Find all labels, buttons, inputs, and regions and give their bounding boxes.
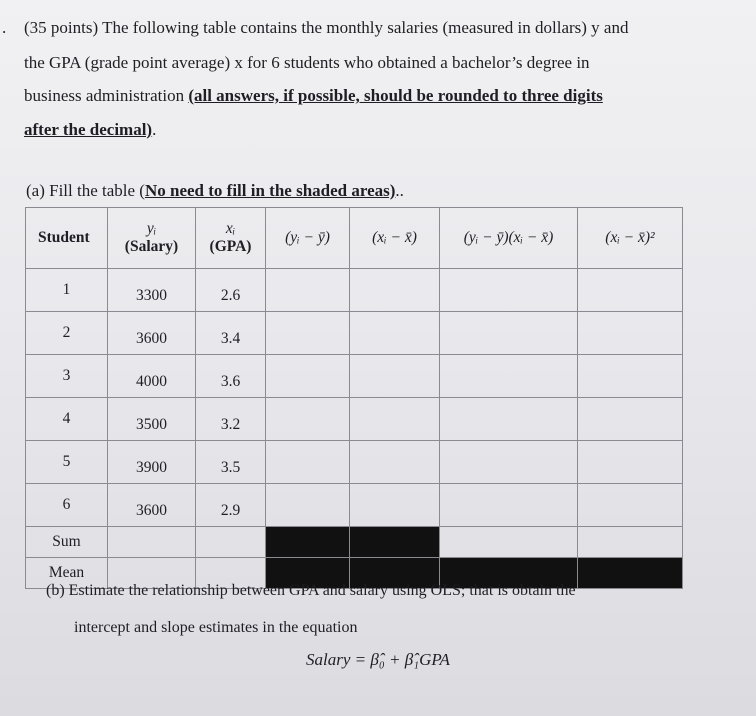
problem-line-3 — [24, 86, 603, 106]
salary-cell: 3900 — [108, 441, 196, 484]
cross-product-cell[interactable] — [440, 441, 578, 484]
header-y-symbol: yᵢ — [146, 220, 157, 237]
dev-x-squared-cell[interactable] — [578, 441, 683, 484]
problem-line-1 — [24, 18, 628, 38]
table-row — [26, 269, 683, 312]
sum-salary-cell[interactable] — [108, 527, 196, 558]
part-b-line-1: (b) Estimate the relationship between GPA and salary using OLS; that is obtain the — [46, 582, 576, 599]
sum-cross-product-cell[interactable] — [440, 527, 578, 558]
problem-intro-1: The following table contains the monthly salaries (measured in dollars) y and — [102, 18, 629, 37]
dev-x-squared-cell[interactable] — [578, 312, 683, 355]
cross-product-cell[interactable] — [440, 484, 578, 527]
salary-cell: 4000 — [108, 355, 196, 398]
student-number: 5 — [26, 441, 108, 484]
shaded-cell — [350, 527, 440, 558]
salary-cell: 3500 — [108, 398, 196, 441]
dev-x-cell[interactable] — [350, 355, 440, 398]
dev-x-squared-cell[interactable] — [578, 269, 683, 312]
table-row — [26, 398, 683, 441]
table-header-row — [26, 208, 683, 269]
dev-y-cell[interactable] — [266, 484, 350, 527]
salary-cell: 3600 — [108, 484, 196, 527]
dev-x-squared-cell[interactable] — [578, 484, 683, 527]
sum-label: Sum — [26, 527, 108, 558]
problem-points: (35 points) — [24, 18, 99, 37]
part-a-instruction — [26, 181, 404, 201]
ols-equation: Salary = β̂₀ + β̂₁GPA — [306, 650, 450, 669]
dev-y-cell[interactable] — [266, 441, 350, 484]
header-y-label: (Salary) — [124, 238, 179, 255]
dev-x-squared-cell[interactable] — [578, 355, 683, 398]
gpa-cell: 2.9 — [196, 484, 266, 527]
header-dev-x-squared: (xᵢ − x̄)² — [578, 208, 683, 269]
shaded-cell — [578, 558, 683, 589]
problem-line-4-period: . — [152, 120, 157, 139]
cross-product-cell[interactable] — [440, 269, 578, 312]
data-table — [25, 207, 683, 589]
dev-y-cell[interactable] — [266, 312, 350, 355]
problem-marker: . — [2, 18, 7, 37]
dev-y-cell[interactable] — [266, 398, 350, 441]
dev-x-squared-cell[interactable] — [578, 398, 683, 441]
sum-gpa-cell[interactable] — [196, 527, 266, 558]
salary-cell: 3600 — [108, 312, 196, 355]
sum-dev-x-squared-cell[interactable] — [578, 527, 683, 558]
part-a-suffix: .. — [395, 181, 404, 200]
student-number: 2 — [26, 312, 108, 355]
table-row — [26, 312, 683, 355]
header-gpa — [196, 208, 266, 269]
dev-y-cell[interactable] — [266, 269, 350, 312]
part-b-line-2: intercept and slope estimates in the equation — [74, 619, 358, 636]
mean-label: Mean — [26, 558, 108, 589]
dev-x-cell[interactable] — [350, 312, 440, 355]
problem-line-2: the GPA (grade point average) x for 6 students who obtained a bachelor’s degree in — [24, 53, 590, 72]
table-row — [26, 484, 683, 527]
dev-x-cell[interactable] — [350, 269, 440, 312]
header-student: Student — [26, 208, 108, 269]
student-number: 4 — [26, 398, 108, 441]
rounding-instruction: (all answers, if possible, should be rounded to three digits — [188, 86, 603, 105]
part-a-prefix: (a) Fill the table ( — [26, 181, 145, 200]
dev-x-cell[interactable] — [350, 398, 440, 441]
dev-y-cell[interactable] — [266, 355, 350, 398]
table-row — [26, 355, 683, 398]
problem-intro-3a: business administration — [24, 86, 189, 105]
problem-line-4 — [24, 120, 156, 140]
header-cross-product: (yᵢ − ȳ)(xᵢ − x̄) — [440, 208, 578, 269]
gpa-cell: 3.2 — [196, 398, 266, 441]
student-number: 3 — [26, 355, 108, 398]
part-a-emphasis: No need to fill in the shaded areas) — [144, 181, 396, 200]
header-dev-x: (xᵢ − x̄) — [350, 208, 440, 269]
header-x-symbol: xᵢ — [225, 220, 236, 237]
header-dev-y: (yᵢ − ȳ) — [266, 208, 350, 269]
gpa-cell: 3.5 — [196, 441, 266, 484]
dev-x-cell[interactable] — [350, 441, 440, 484]
header-salary — [108, 208, 196, 269]
rounding-instruction-end: after the decimal) — [24, 120, 153, 139]
cross-product-cell[interactable] — [440, 398, 578, 441]
salary-cell: 3300 — [108, 269, 196, 312]
gpa-cell: 3.6 — [196, 355, 266, 398]
dev-x-cell[interactable] — [350, 484, 440, 527]
student-number: 6 — [26, 484, 108, 527]
cross-product-cell[interactable] — [440, 355, 578, 398]
header-x-label: (GPA) — [209, 238, 252, 255]
sum-row — [26, 527, 683, 558]
gpa-cell: 2.6 — [196, 269, 266, 312]
gpa-cell: 3.4 — [196, 312, 266, 355]
student-number: 1 — [26, 269, 108, 312]
table-row — [26, 441, 683, 484]
shaded-cell — [266, 527, 350, 558]
cross-product-cell[interactable] — [440, 312, 578, 355]
